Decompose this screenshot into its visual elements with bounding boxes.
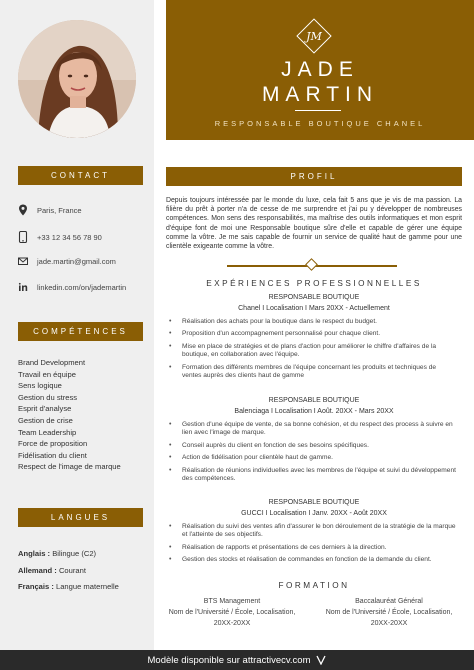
job-bullets	[166, 318, 462, 380]
language-item	[18, 579, 119, 596]
job-title: RESPONSABLE BOUTIQUE	[268, 294, 360, 301]
footer-bar	[0, 650, 474, 670]
skill-item: Respect de l'image de marque	[18, 462, 121, 472]
language-item	[18, 563, 119, 580]
contact-phone	[18, 231, 102, 243]
divider-diamond	[305, 258, 318, 271]
header-banner	[166, 0, 474, 140]
linkedin-icon	[18, 281, 28, 293]
education-school: Nom de l'Université / École, Localisation,	[168, 609, 296, 616]
job-subtitle: GUCCI I Localisation I Janv. 20XX - Août 20XX	[241, 510, 387, 517]
skill-item: Travail en équipe	[18, 369, 76, 379]
job-title: RESPONSABLE BOUTIQUE CHANEL	[214, 119, 426, 128]
job-entry	[166, 396, 462, 487]
job-subtitle: Chanel I Localisation I Mars 20XX - Actuellement	[238, 305, 390, 312]
education-date: 20XX-20XX	[213, 620, 251, 627]
profile-heading: PROFIL	[166, 167, 462, 186]
skills-heading: COMPÉTENCES	[18, 322, 143, 341]
language-level: Langue maternelle	[53, 582, 119, 591]
language-name: Français :	[18, 582, 54, 591]
section-divider	[227, 263, 397, 269]
email-link[interactable]: jade.martin@gmail.com	[37, 256, 116, 266]
skill-item: Esprit d'analyse	[18, 404, 72, 414]
header-divider	[295, 110, 341, 111]
contact-heading: CONTACT	[18, 166, 143, 185]
skill-item: Team Leadership	[18, 427, 77, 437]
language-level: Courant	[56, 565, 86, 575]
envelope-icon	[18, 255, 28, 267]
job-bullet: • Réalisation du suivi des ventes afin d'assurer le bon déroulement de la stratégie de la marque et l'atteinte de ses objectifs.	[166, 523, 462, 540]
monogram-logo	[295, 17, 333, 55]
job-bullet: • Réalisation des achats pour la boutique dans le respect du budget.	[166, 318, 462, 326]
job-bullet: • Proposition d'un accompagnement personnalisé pour chaque client.	[166, 330, 462, 338]
skill-item: Brand Development	[18, 358, 86, 367]
skill-item: Sens logique	[18, 381, 62, 391]
job-bullet: • Formation des différents membres de l'équipe concernant les produits et techniques de ventes auprès des clients haut de gamme	[166, 364, 462, 381]
skill-item: Gestion du stress	[18, 392, 78, 402]
job-bullet: • Réalisation de rapports et présentations de ces derniers à la direction.	[166, 544, 462, 552]
monogram-text: JM	[306, 30, 322, 43]
contact-linkedin	[18, 281, 126, 293]
languages-list	[18, 546, 119, 596]
contact-email	[18, 255, 116, 267]
languages-heading: LANGUES	[18, 508, 143, 527]
linkedin-link[interactable]: linkedin.com/on/jademartin	[37, 282, 127, 292]
profile-photo	[18, 20, 136, 138]
education-school: Nom de l'Université / École, Localisation,	[325, 609, 453, 616]
phone-icon	[18, 231, 28, 243]
job-bullet: • Conseil auprès du client en fonction de ses besoins spécifiques.	[166, 442, 462, 450]
job-bullet: • Gestion des stocks et réalisation de commandes en fonction de la demande du client.	[166, 556, 462, 564]
phone-text: +33 12 34 56 78 90	[37, 232, 102, 242]
education-date: 20XX-20XX	[370, 620, 408, 627]
job-title: RESPONSABLE BOUTIQUE	[268, 397, 360, 404]
education-degree: BTS Management	[203, 598, 261, 605]
education-item	[167, 596, 297, 629]
skill-item: Force de proposition	[18, 439, 88, 449]
language-name: Anglais :	[18, 549, 51, 558]
language-item	[18, 546, 119, 563]
sidebar	[0, 0, 154, 650]
job-title: RESPONSABLE BOUTIQUE	[268, 499, 360, 506]
brand-v-icon	[316, 655, 326, 665]
education-degree: Baccalauréat Général	[355, 598, 423, 605]
job-subtitle: Balenciaga I Localisation I Août. 20XX - Mars 20XX	[234, 408, 394, 415]
job-bullet: • Réalisation de réunions individuelles avec les membres de l'équipe et suivi du développement des compétences.	[166, 467, 462, 484]
job-bullets	[166, 523, 462, 565]
skill-item: Gestion de crise	[18, 415, 73, 425]
contact-location	[18, 204, 82, 216]
language-name: Allemand :	[18, 565, 57, 575]
education-heading: FORMATION	[278, 581, 350, 590]
job-bullet: • Gestion d'une équipe de vente, de sa bonne cohésion, et du respect des process à suivre en lien avec l'image de marque.	[166, 421, 462, 438]
experience-heading: EXPÉRIENCES PROFESSIONNELLES	[206, 279, 422, 288]
footer-link[interactable]: Modèle disponible sur attractivecv.com	[147, 654, 311, 666]
language-level: Bilingue (C2)	[50, 549, 97, 558]
skills-list	[18, 357, 121, 473]
job-bullet: • Mise en place de stratégies et de plans d'action pour améliorer le chiffre d'affaires de la boutique, en collaboration avec l'équipe.	[166, 343, 462, 360]
profile-text: Depuis toujours intéressée par le monde du luxe, cela fait 5 ans que je vis de ma passion. La filière du prêt à porter n'a de cesse de me surprendre et j'ai pu y développer de nombreuses compétences. Mon sens des responsabilités, ma maîtrise des outils informatiques et mon esprit d'équipe font de moi une Responsable boutique sûre d'elle et capable de gérer une équipe comme la vôtre. Je me sais capable de fournir un service de qualité haut de gamme pour une clientèle exigeante comme la vôtre.	[166, 197, 462, 251]
job-bullets	[166, 421, 462, 483]
portrait-image	[18, 20, 136, 138]
education-item	[324, 596, 454, 629]
location-pin-icon	[18, 204, 28, 216]
last-name: MARTIN	[261, 83, 379, 106]
location-text: Paris, France	[37, 205, 82, 215]
job-entry	[166, 293, 462, 384]
job-entry	[166, 498, 462, 569]
first-name: JADE	[281, 58, 359, 81]
job-bullet: • Action de fidélisation pour clientèle haut de gamme.	[166, 454, 462, 462]
skill-item: Fidélisation du client	[18, 450, 87, 460]
